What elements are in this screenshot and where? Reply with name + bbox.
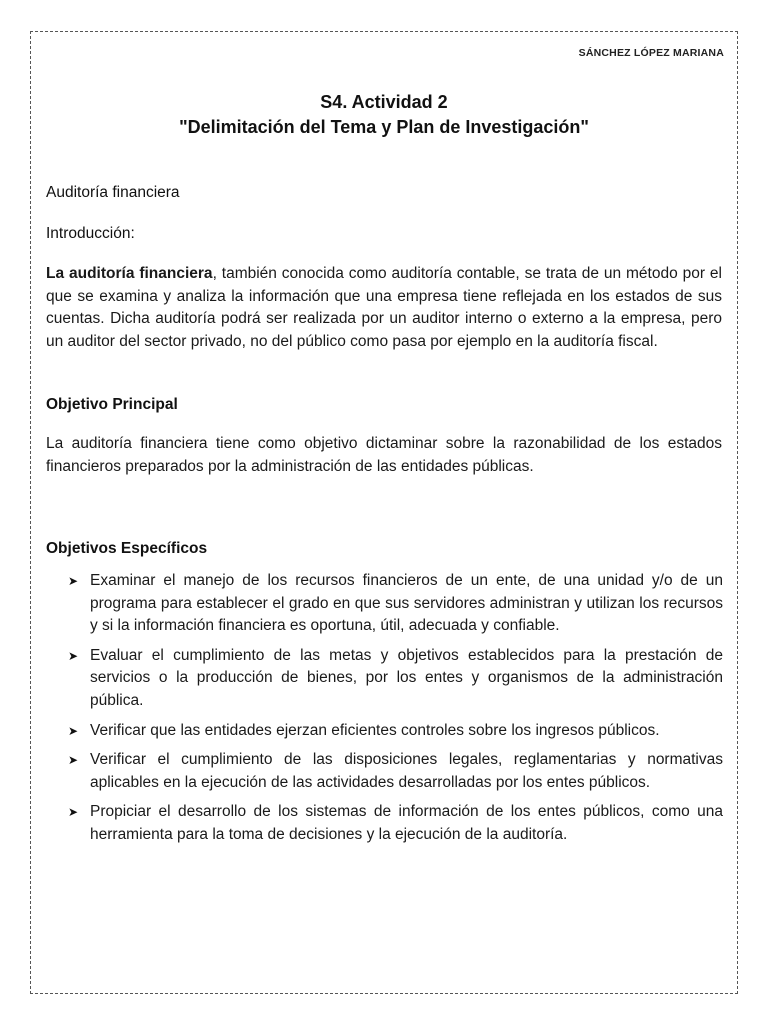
intro-heading: Introducción: [46, 225, 135, 242]
list-item-text: Propiciar el desarrollo de los sistemas de información de los entes públicos, como una herramienta para la toma de decisiones y la ejecución de la auditoría. [90, 803, 723, 843]
list-item [68, 801, 723, 846]
arrow-bullet-icon: ➤ [68, 574, 79, 588]
list-item [68, 570, 723, 638]
list-item [68, 720, 723, 743]
list-item-text: Evaluar el cumplimiento de las metas y objetivos establecidos para la prestación de servicios o la producción de bienes, por los entes y organismos de la administración pública. [90, 646, 723, 709]
intro-paragraph [46, 263, 722, 353]
arrow-bullet-icon: ➤ [68, 648, 79, 663]
specific-objectives-heading: Objetivos Específicos [46, 540, 208, 557]
intro-bold-term: La auditoría financiera [46, 265, 213, 282]
intro-text: , también conocida como auditoría contable, se trata de un método por el que se examina y analiza la información que una empresa tiene reflejada en los estados de sus cuentas. Dicha auditoría podrá ser realizada por un auditor interno o externo a la empresa, pero un auditor del sector privado, no del público como pasa por ejemplo en la auditoría fiscal. [46, 265, 722, 350]
topic-heading: Auditoría financiera [46, 184, 180, 201]
arrow-bullet-icon: ➤ [68, 805, 79, 820]
list-item [68, 749, 723, 794]
arrow-bullet-icon: ➤ [68, 723, 79, 738]
author-name: SÁNCHEZ LÓPEZ MARIANA [578, 47, 724, 59]
title-line-2: "Delimitación del Tema y Plan de Investigación" [179, 117, 589, 137]
title-line-1: S4. Actividad 2 [320, 92, 448, 112]
list-item-text: Examinar el manejo de los recursos financieros de un ente, de una unidad y/o de un programa para establecer el grado en que sus servidores administran y utilizan los recursos y si la información financiera es oportuna, útil, adecuada y confiable. [90, 572, 723, 635]
list-item-text: Verificar el cumplimiento de las disposiciones legales, reglamentarias y normativas aplicables en la ejecución de las actividades desarrolladas por los entes públicos. [90, 751, 723, 791]
list-item [68, 645, 723, 713]
main-objective-paragraph: La auditoría financiera tiene como objetivo dictaminar sobre la razonabilidad de los estados financieros preparados por la administración de las entidades públicas. [46, 435, 722, 475]
list-item-text: Verificar que las entidades ejerzan eficientes controles sobre los ingresos públicos. [90, 721, 660, 739]
main-objective-heading: Objetivo Principal [46, 396, 178, 413]
document-title [46, 90, 722, 140]
arrow-bullet-icon: ➤ [68, 753, 79, 768]
specific-objectives-list [68, 570, 723, 854]
